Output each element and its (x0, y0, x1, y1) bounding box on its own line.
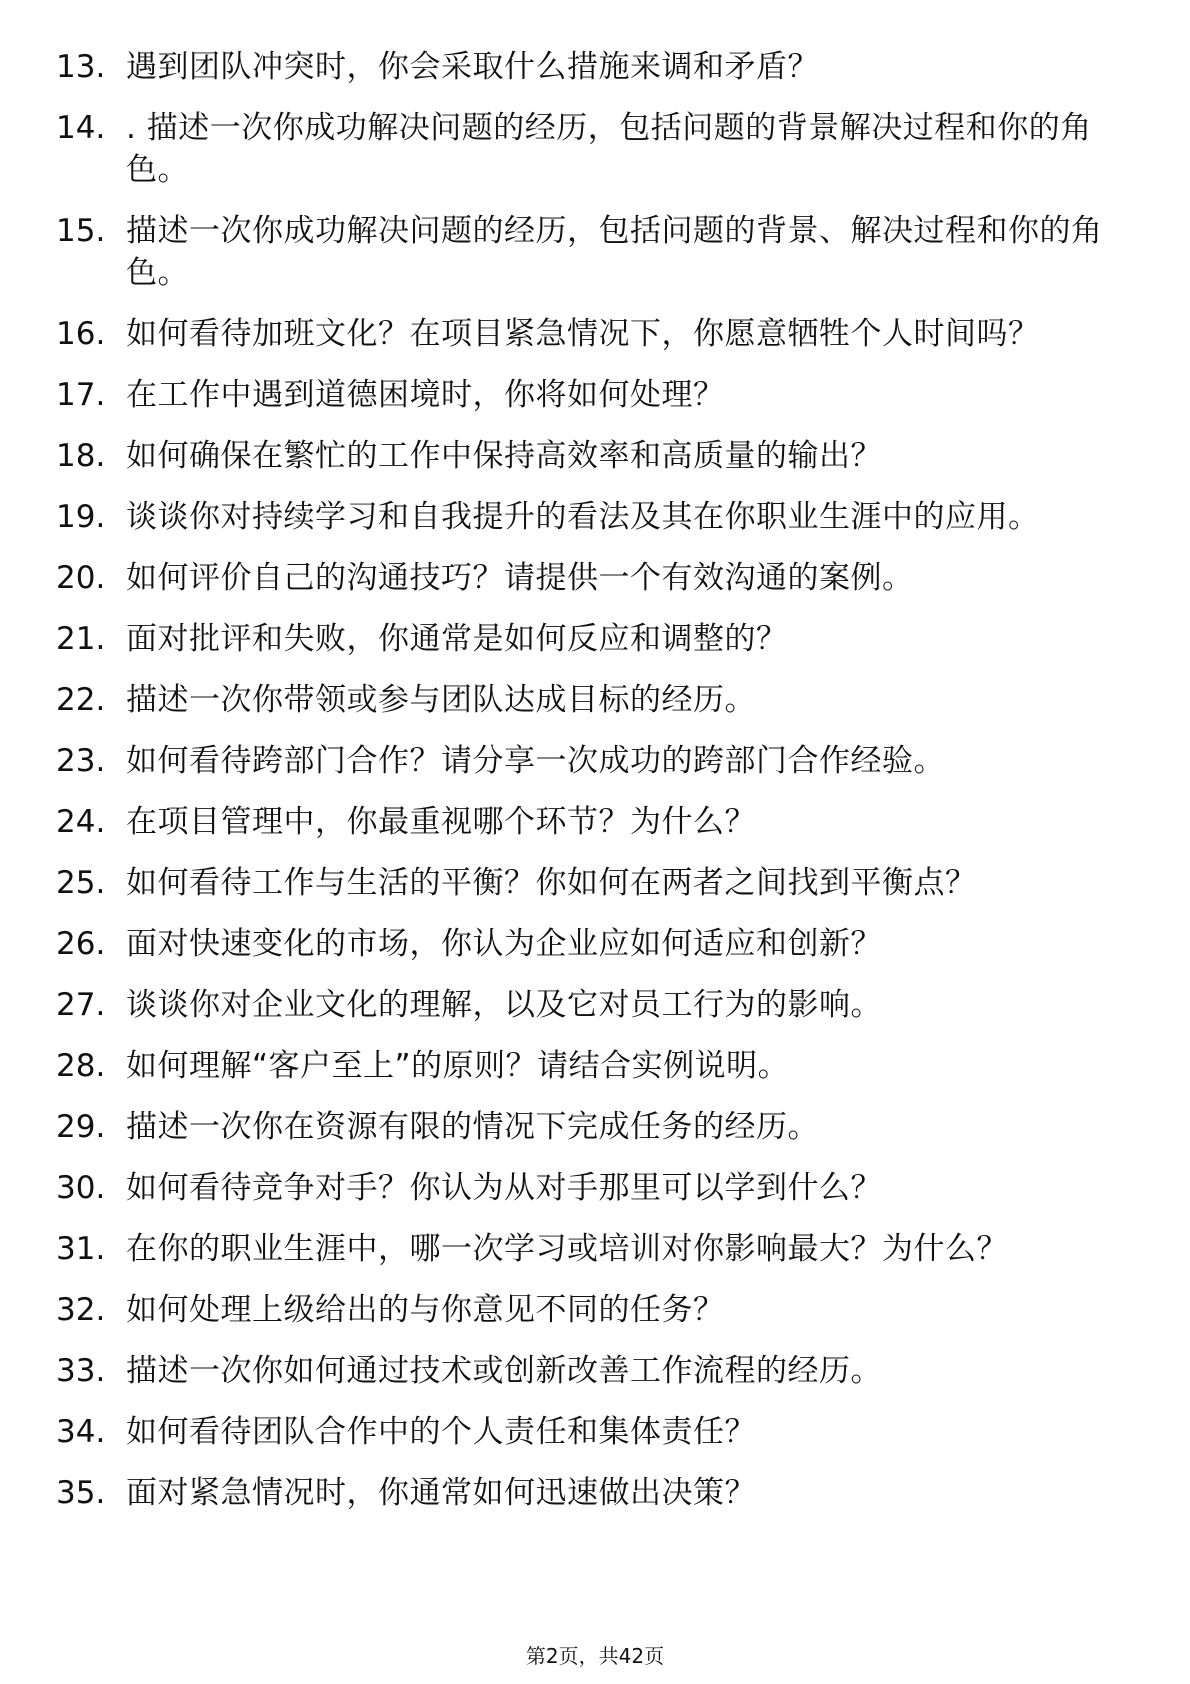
question-text: 如何评价自己的沟通技巧？请提供一个有效沟通的案例。 (126, 560, 914, 596)
page-footer (0, 1644, 1190, 1668)
list-item (56, 107, 1136, 191)
question-text: 遇到团队冲突时，你会采取什么措施来调和矛盾？ (126, 49, 819, 85)
list-item (56, 862, 1136, 904)
list-item (56, 374, 1136, 416)
question-number: 25. (56, 865, 106, 901)
question-text: 在你的职业生涯中，哪一次学习或培训对你影响最大？为什么？ (126, 1231, 1008, 1267)
question-text: 描述一次你带领或参与团队达成目标的经历。 (126, 682, 756, 718)
list-item (56, 1228, 1136, 1270)
question-text: 描述一次你在资源有限的情况下完成任务的经历。 (126, 1109, 819, 1145)
list-item (56, 740, 1136, 782)
list-item (56, 984, 1136, 1026)
question-number: 26. (56, 926, 106, 962)
list-item (56, 1411, 1136, 1453)
list-item (56, 557, 1136, 599)
question-number: 35. (56, 1475, 106, 1511)
question-text: 面对紧急情况时，你通常如何迅速做出决策？ (126, 1475, 756, 1511)
question-text: 描述一次你成功解决问题的经历，包括问题的背景、解决过程和你的角色。 (126, 213, 1103, 291)
question-list (56, 46, 1136, 1533)
question-number: 32. (56, 1292, 106, 1328)
question-number: 18. (56, 438, 106, 474)
question-text: 描述一次你如何通过技术或创新改善工作流程的经历。 (126, 1353, 882, 1389)
question-number: 15. (56, 213, 106, 249)
question-text: 如何看待工作与生活的平衡？你如何在两者之间找到平衡点？ (126, 865, 977, 901)
question-number: 16. (56, 316, 106, 352)
question-text: 谈谈你对企业文化的理解，以及它对员工行为的影响。 (126, 987, 882, 1023)
question-text: 面对批评和失败，你通常是如何反应和调整的？ (126, 621, 788, 657)
question-number: 28. (56, 1048, 106, 1084)
question-text: . 描述一次你成功解决问题的经历，包括问题的背景解决过程和你的角色。 (126, 110, 1092, 188)
list-item (56, 618, 1136, 660)
list-item (56, 679, 1136, 721)
question-text: 如何看待跨部门合作？请分享一次成功的跨部门合作经验。 (126, 743, 945, 779)
question-number: 20. (56, 560, 106, 596)
question-number: 31. (56, 1231, 106, 1267)
question-number: 21. (56, 621, 106, 657)
question-number: 17. (56, 377, 106, 413)
list-item (56, 1472, 1136, 1514)
question-number: 23. (56, 743, 106, 779)
question-number: 34. (56, 1414, 106, 1450)
question-number: 33. (56, 1353, 106, 1389)
question-text: 如何理解“客户至上”的原则？请结合实例说明。 (126, 1048, 790, 1084)
question-text: 在工作中遇到道德困境时，你将如何处理？ (126, 377, 725, 413)
list-item (56, 46, 1136, 88)
page-number-label: 第2页，共42页 (525, 1644, 665, 1668)
list-item (56, 923, 1136, 965)
question-number: 29. (56, 1109, 106, 1145)
question-number: 27. (56, 987, 106, 1023)
list-item (56, 496, 1136, 538)
list-item (56, 801, 1136, 843)
question-number: 14. (56, 110, 106, 146)
question-number: 22. (56, 682, 106, 718)
question-number: 13. (56, 49, 106, 85)
question-number: 24. (56, 804, 106, 840)
list-item (56, 1045, 1136, 1087)
question-text: 如何看待团队合作中的个人责任和集体责任？ (126, 1414, 756, 1450)
list-item (56, 210, 1136, 294)
question-text: 如何处理上级给出的与你意见不同的任务？ (126, 1292, 725, 1328)
question-number: 30. (56, 1170, 106, 1206)
question-number: 19. (56, 499, 106, 535)
list-item (56, 435, 1136, 477)
list-item (56, 1350, 1136, 1392)
question-text: 面对快速变化的市场，你认为企业应如何适应和创新？ (126, 926, 882, 962)
question-text: 如何看待加班文化？在项目紧急情况下，你愿意牺牲个人时间吗？ (126, 316, 1040, 352)
list-item (56, 1167, 1136, 1209)
question-text: 如何确保在繁忙的工作中保持高效率和高质量的输出？ (126, 438, 882, 474)
question-text: 如何看待竞争对手？你认为从对手那里可以学到什么？ (126, 1170, 882, 1206)
list-item (56, 1289, 1136, 1331)
question-text: 谈谈你对持续学习和自我提升的看法及其在你职业生涯中的应用。 (126, 499, 1040, 535)
list-item (56, 1106, 1136, 1148)
question-text: 在项目管理中，你最重视哪个环节？为什么？ (126, 804, 756, 840)
list-item (56, 313, 1136, 355)
